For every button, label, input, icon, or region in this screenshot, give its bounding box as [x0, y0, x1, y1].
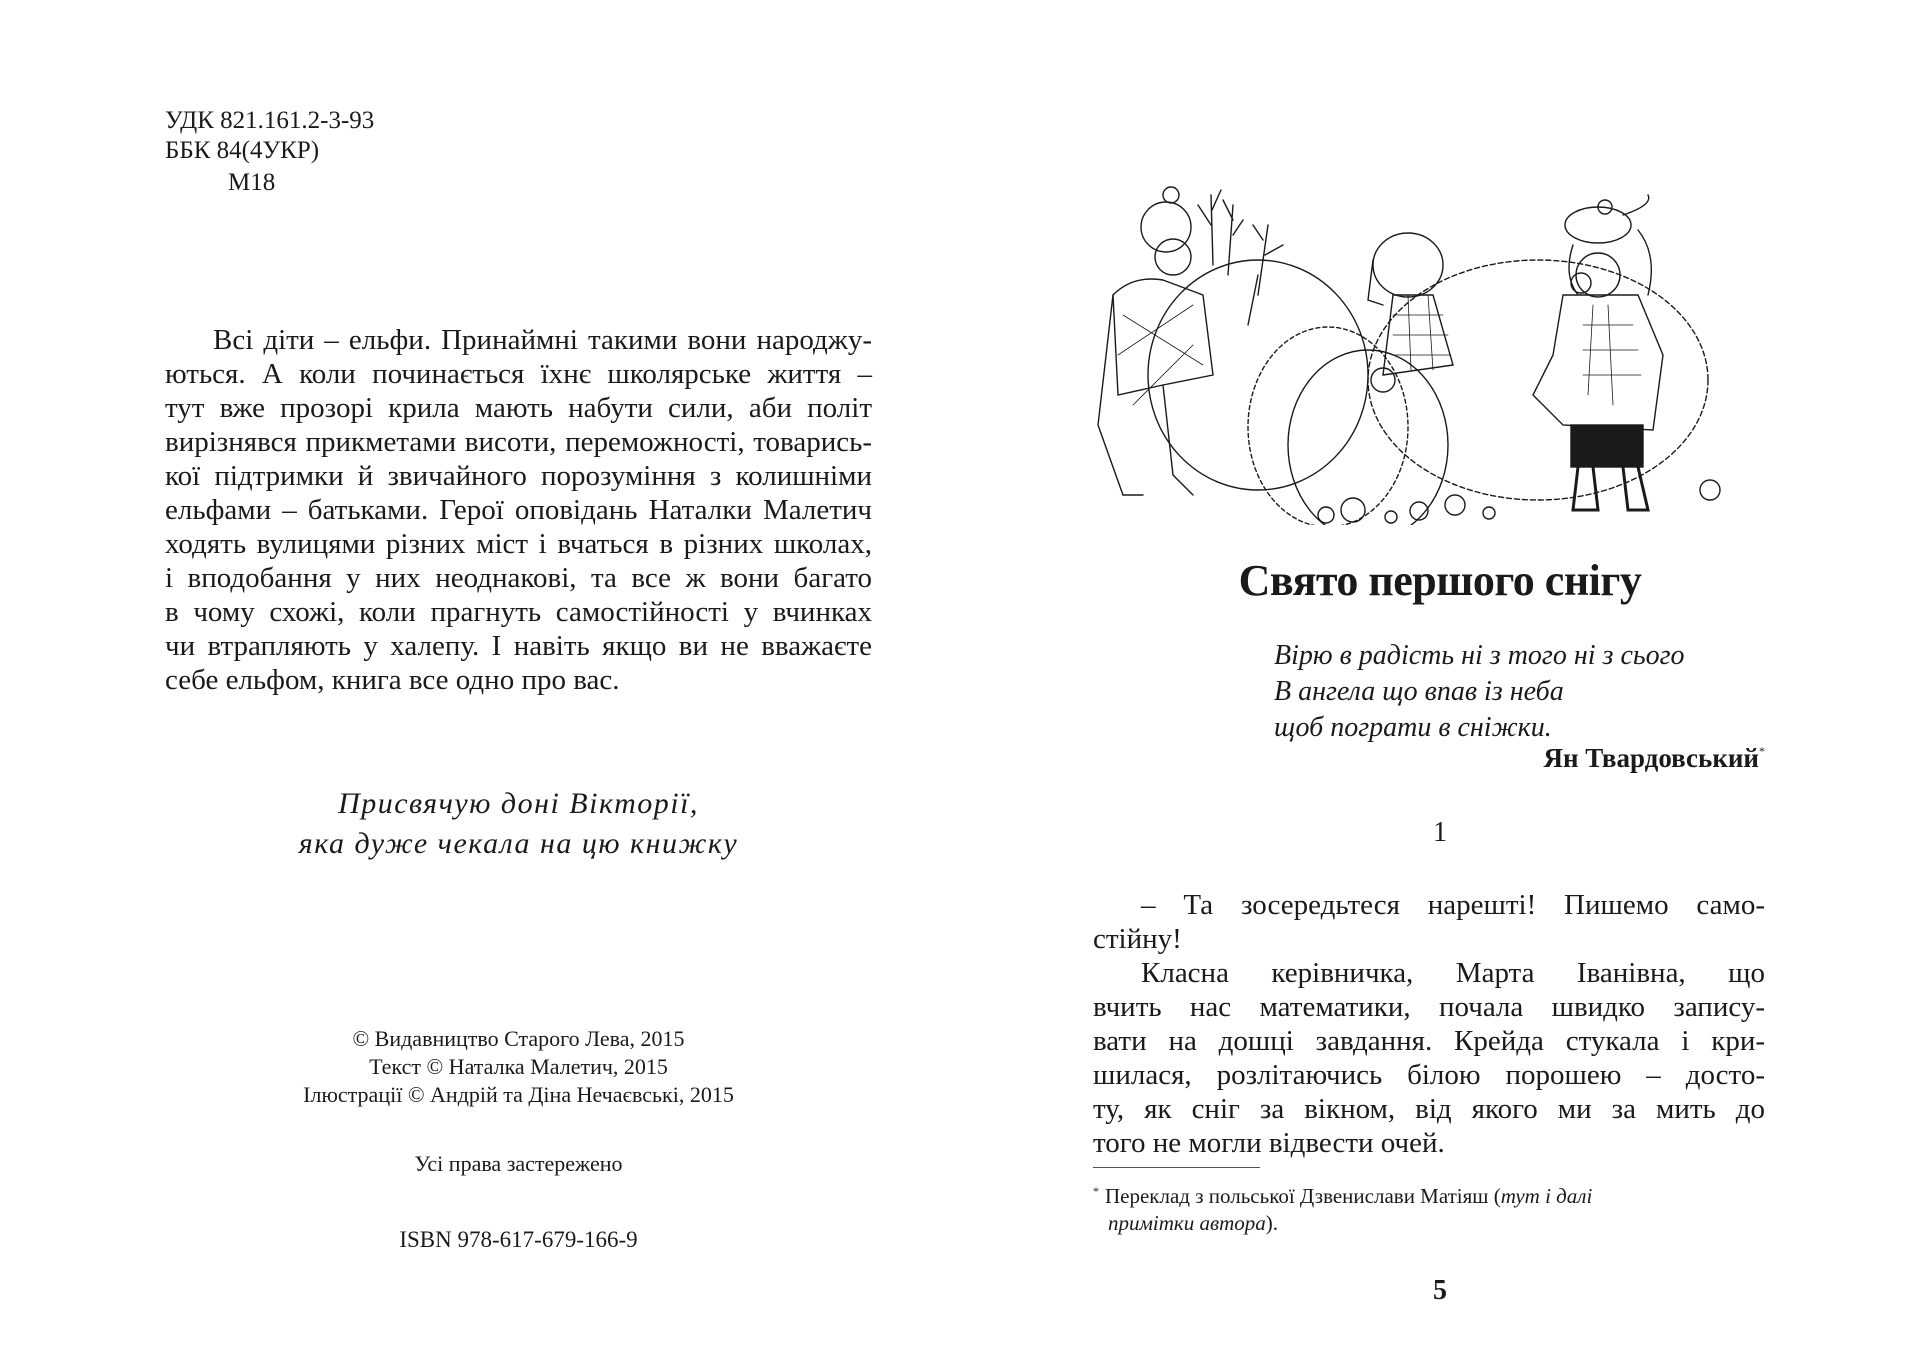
annotation-line: чи втрапляють у халепу. І навіть якщо ви не вважаєте	[165, 630, 872, 662]
chapter-title: Свято першого снігу	[1238, 556, 1642, 605]
footnote-italic: тут і далі	[1500, 1184, 1593, 1208]
page-number: 5	[1433, 1275, 1447, 1306]
snowball-children-illustration-icon	[1093, 165, 1745, 525]
body-line: того не могли відвести очей.	[1093, 1127, 1445, 1159]
footnote-text: ).	[1265, 1211, 1279, 1235]
bbk-code: ББК 84(4УКР)	[165, 137, 320, 164]
right-page	[960, 0, 1920, 1369]
annotation-line: в чому схожі, коли прагнуть самостійності у вчинках	[165, 596, 872, 628]
body-line: – Та зосередьтеся нарешті! Пишемо само-	[1141, 889, 1765, 921]
annotation-line: вирізнявся прикметами висоти, переможності, товарись-	[165, 426, 872, 458]
copyright-line: Ілюстрації © Андрій та Діна Нечаєвські, 2015	[303, 1082, 734, 1107]
rights-notice: Усі права застережено	[414, 1151, 623, 1176]
footnote-continuation	[1108, 1207, 1278, 1239]
footnote-marker: *	[1093, 1184, 1099, 1198]
annotation-line: і вподобання у них неоднакові, та все ж вони багато	[165, 562, 872, 594]
body-line: стійну!	[1093, 923, 1182, 955]
annotation-line: ходять вулицями різних міст і вчаться в різних школах,	[165, 528, 872, 560]
epigraph-line: щоб пограти в сніжки.	[1274, 712, 1552, 743]
annotation-line: себе ельфом, книга все одно про вас.	[165, 664, 620, 696]
author-mark: М18	[228, 169, 276, 196]
body-line: вчить нас математики, почала швидко запису-	[1093, 991, 1765, 1023]
annotation-line: кої підтримки й звичайного порозуміння з колишніми	[165, 460, 872, 492]
udk-code: УДК 821.161.2-3-93	[165, 107, 375, 134]
epigraph-line: Вірю в радість ні з того ні з сього	[1274, 640, 1685, 671]
dedication-line: яка дуже чекала на цю книжку	[298, 827, 739, 860]
footnote-italic: примітки автора	[1108, 1211, 1266, 1235]
body-line: вати на дошці завдання. Крейда стукала і кри-	[1093, 1025, 1765, 1057]
annotation-line: Всі діти – ельфи. Принаймні такими вони народжу-	[213, 324, 872, 356]
annotation-line: тут вже прозорі крила мають набути сили, аби політ	[165, 392, 872, 424]
isbn: ISBN 978-617-679-166-9	[399, 1227, 638, 1252]
chapter-number: 1	[1433, 817, 1447, 848]
footnote-marker: *	[1759, 744, 1765, 758]
body-line: ту, як сніг за вікном, від якого ми за мить до	[1093, 1093, 1765, 1125]
annotation-line: ються. А коли починається їхнє школярське життя –	[165, 358, 872, 390]
body-line: шилася, розлітаючись білою порошею – досто-	[1093, 1059, 1765, 1091]
epigraph-author	[1543, 743, 1765, 774]
copyright-line: © Видавництво Старого Лева, 2015	[352, 1026, 685, 1051]
body-line: Класна керівничка, Марта Іванівна, що	[1141, 957, 1765, 989]
epigraph-author-name: Ян Твардовський	[1543, 743, 1759, 773]
dedication-line: Присвячую доні Вікторії,	[338, 787, 699, 820]
copyright-line: Текст © Наталка Малетич, 2015	[369, 1054, 668, 1079]
footnote-rule	[1093, 1167, 1260, 1168]
epigraph-line: В ангела що впав із неба	[1274, 676, 1564, 707]
annotation-line: ельфами – батьками. Герої оповідань Наталки Малетич	[165, 494, 872, 526]
footnote-text: Переклад з польської Дзвенислави Матіяш (	[1105, 1184, 1501, 1208]
